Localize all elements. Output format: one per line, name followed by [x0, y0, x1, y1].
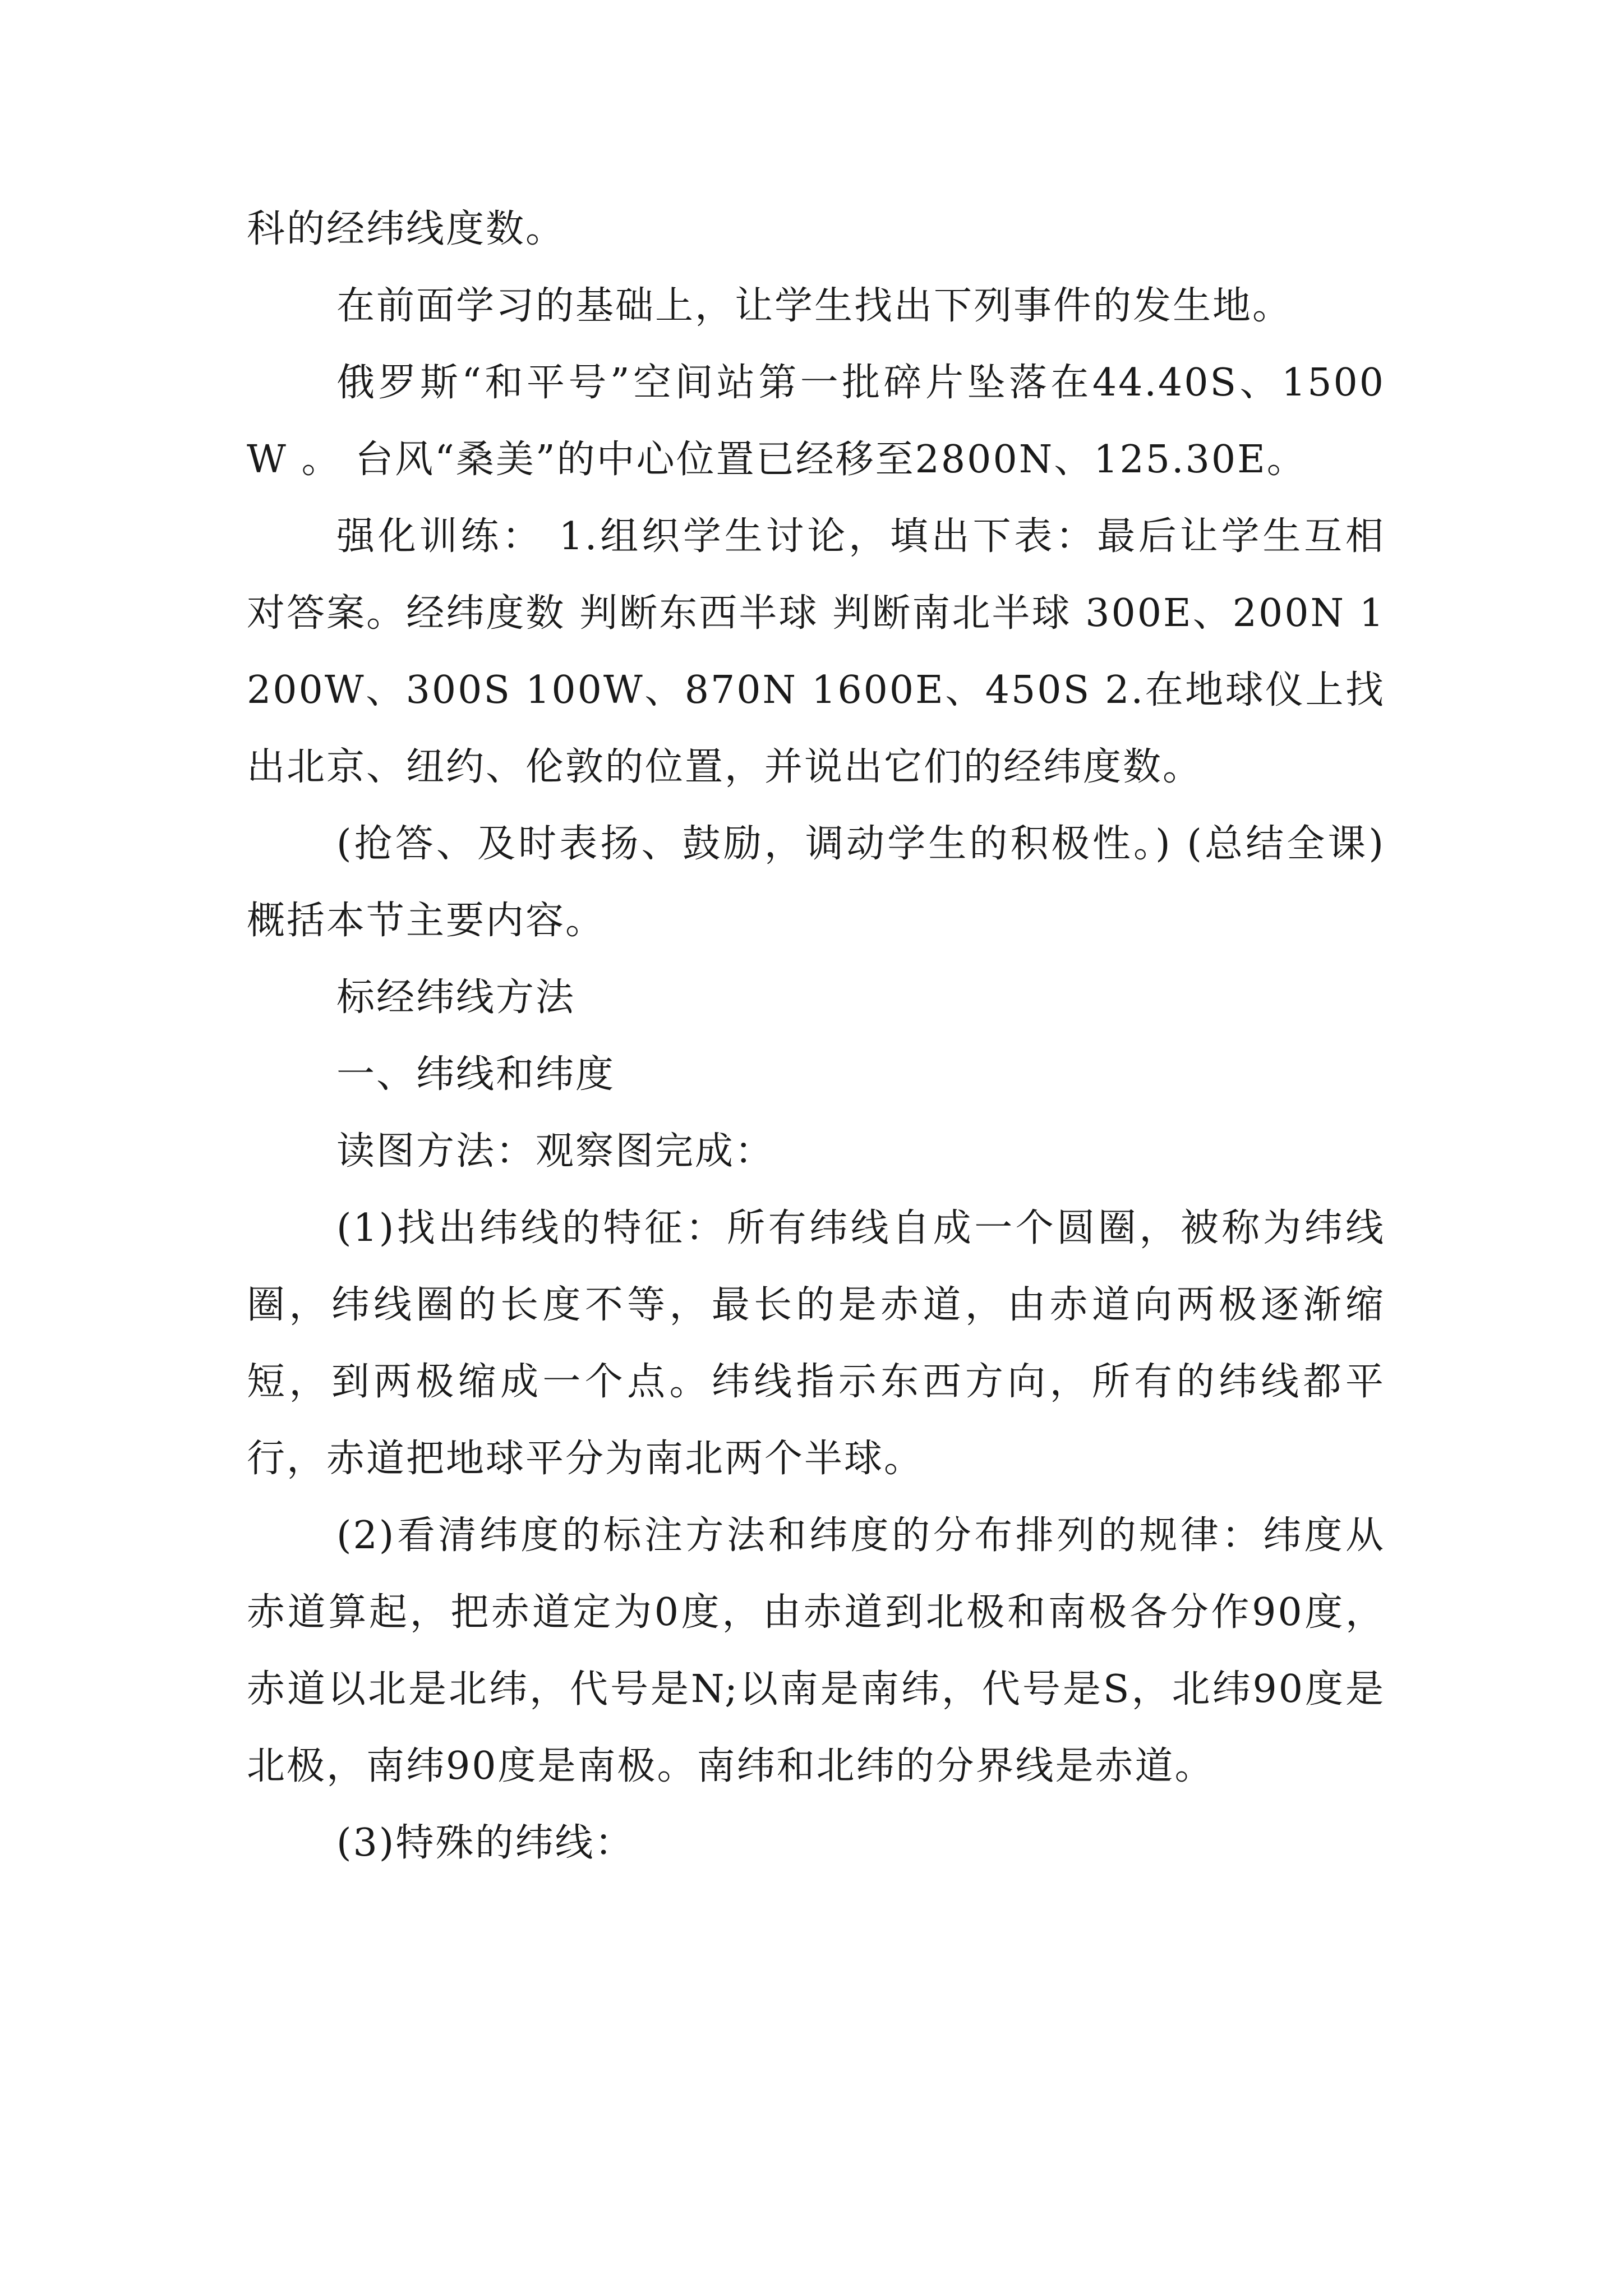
- paragraph-events: 俄罗斯“和平号”空间站第一批碎片坠落在44.40S、1500W 。 台风“桑美”的中心位置已经移至2800N、125.30E。: [247, 361, 1385, 482]
- document-body: [247, 191, 1385, 1881]
- paragraph-special-latitudes: (3)特殊的纬线：: [336, 1821, 635, 1865]
- subsection-heading: 一、纬线和纬度: [336, 1052, 616, 1097]
- paragraph-training: 强化训练： 1.组织学生讨论，填出下表：最后让学生互相对答案。经纬度数 判断东西半球 判断南北半球 300E、200N 1200W、300S 100W、870N 1600E、450S 2.在地球仪上找出北京、纽约、伦敦的位置，并说出它们的经纬度数。: [247, 514, 1385, 789]
- paragraph-latitude-features: (1)找出纬线的特征：所有纬线自成一个圆圈，被称为纬线圈，纬线圈的长度不等，最长的是赤道，由赤道向两极逐渐缩短，到两极缩成一个点。纬线指示东西方向，所有的纬线都平行，赤道把地球平分为南北两个半球。: [247, 1206, 1385, 1481]
- section-heading: 标经纬线方法: [336, 976, 576, 1020]
- paragraph-find-locations: 在前面学习的基础上，让学生找出下列事件的发生地。: [336, 284, 1293, 328]
- paragraph-summary: (抢答、及时表扬、鼓励，调动学生的积极性。) (总结全课)概括本节主要内容。: [247, 822, 1385, 943]
- paragraph-reading-method: 读图方法：观察图完成：: [336, 1129, 775, 1174]
- paragraph-continuation: 科的经纬线度数。: [247, 207, 566, 251]
- paragraph-latitude-rules: (2)看清纬度的标注方法和纬度的分布排列的规律：纬度从赤道算起，把赤道定为0度，由赤道到北极和南极各分作90度，赤道以北是北纬，代号是N;以南是南纬，代号是S，北纬90度是北极，南纬90度是南极。南纬和北纬的分界线是赤道。: [247, 1513, 1385, 1788]
